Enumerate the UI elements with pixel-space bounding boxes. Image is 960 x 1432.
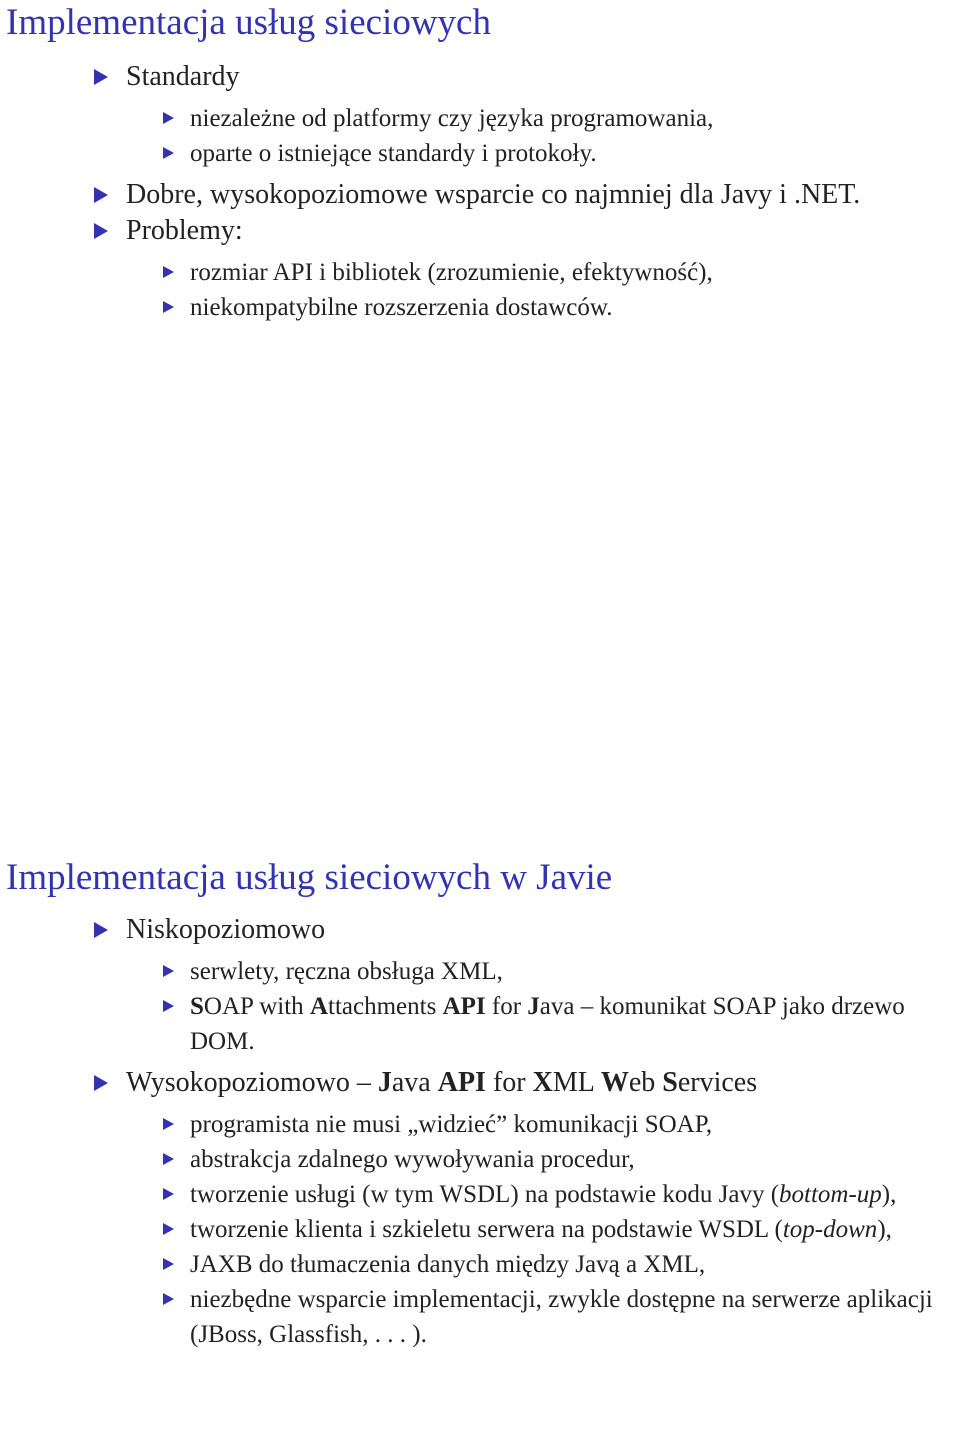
list-item: [0, 59, 960, 171]
sub-list-item: JAXB do tłumaczenia danych między Javą a XML,: [0, 1247, 960, 1282]
triangle-bullet-icon: [163, 1258, 174, 1270]
triangle-bullet-icon: [163, 301, 174, 313]
slide-title: Implementacja usług sieciowych: [6, 2, 491, 43]
bullet-list: [0, 912, 960, 1352]
sub-list-item: programista nie musi „widzieć” komunikacji SOAP,: [0, 1107, 960, 1142]
list-item-label: Problemy:: [126, 215, 243, 246]
sub-list: [126, 954, 960, 1059]
list-item-label: Standardy: [126, 61, 240, 92]
triangle-bullet-icon: [163, 266, 174, 278]
triangle-bullet-icon: [94, 187, 108, 203]
sub-list-item: oparte o istniejące standardy i protokoły.: [0, 136, 960, 171]
sub-list-item: niezbędne wsparcie implementacji, zwykle dostępne na serwerze aplikacji (JBoss, Glassfish, . . . ).: [0, 1282, 960, 1352]
slide-1: [0, 0, 960, 331]
triangle-bullet-icon: [163, 1118, 174, 1130]
sub-list-item: niekompatybilne rozszerzenia dostawców.: [0, 290, 960, 325]
sub-list-item: SOAP with Attachments API for Java – komunikat SOAP jako drzewo DOM.: [0, 989, 960, 1059]
triangle-bullet-icon: [163, 112, 174, 124]
slide-2: [0, 856, 960, 1358]
sub-list-item: rozmiar API i bibliotek (zrozumienie, efektywność),: [0, 255, 960, 290]
triangle-bullet-icon: [94, 1075, 108, 1091]
list-item: [0, 177, 960, 213]
triangle-bullet-icon: [163, 1000, 174, 1012]
sub-list: [126, 1107, 960, 1352]
triangle-bullet-icon: [163, 147, 174, 159]
list-item: [0, 213, 960, 325]
list-item-label: Wysokopoziomowo – Java API for XML Web Services: [126, 1067, 758, 1098]
sub-list-item: tworzenie klienta i szkieletu serwera na podstawie WSDL (top-down),: [0, 1212, 960, 1247]
triangle-bullet-icon: [163, 1188, 174, 1200]
triangle-bullet-icon: [94, 69, 108, 85]
sub-list-item: niezależne od platformy czy języka programowania,: [0, 101, 960, 136]
sub-list-item: abstrakcja zdalnego wywoływania procedur,: [0, 1142, 960, 1177]
bullet-list: [0, 59, 960, 325]
list-item-label: Dobre, wysokopoziomowe wsparcie co najmniej dla Javy i .NET.: [126, 179, 861, 210]
triangle-bullet-icon: [163, 1223, 174, 1235]
list-item-label: Niskopoziomowo: [126, 914, 326, 945]
list-item: [0, 1065, 960, 1352]
triangle-bullet-icon: [94, 922, 108, 938]
triangle-bullet-icon: [163, 965, 174, 977]
sub-list-item: tworzenie usługi (w tym WSDL) na podstawie kodu Javy (bottom-up),: [0, 1177, 960, 1212]
list-item: [0, 912, 960, 1059]
triangle-bullet-icon: [94, 223, 108, 239]
triangle-bullet-icon: [163, 1293, 174, 1305]
sub-list-item: serwlety, ręczna obsługa XML,: [0, 954, 960, 989]
slide-title: Implementacja usług sieciowych w Javie: [6, 857, 613, 898]
sub-list: [126, 101, 960, 171]
sub-list: [126, 255, 960, 325]
triangle-bullet-icon: [163, 1153, 174, 1165]
